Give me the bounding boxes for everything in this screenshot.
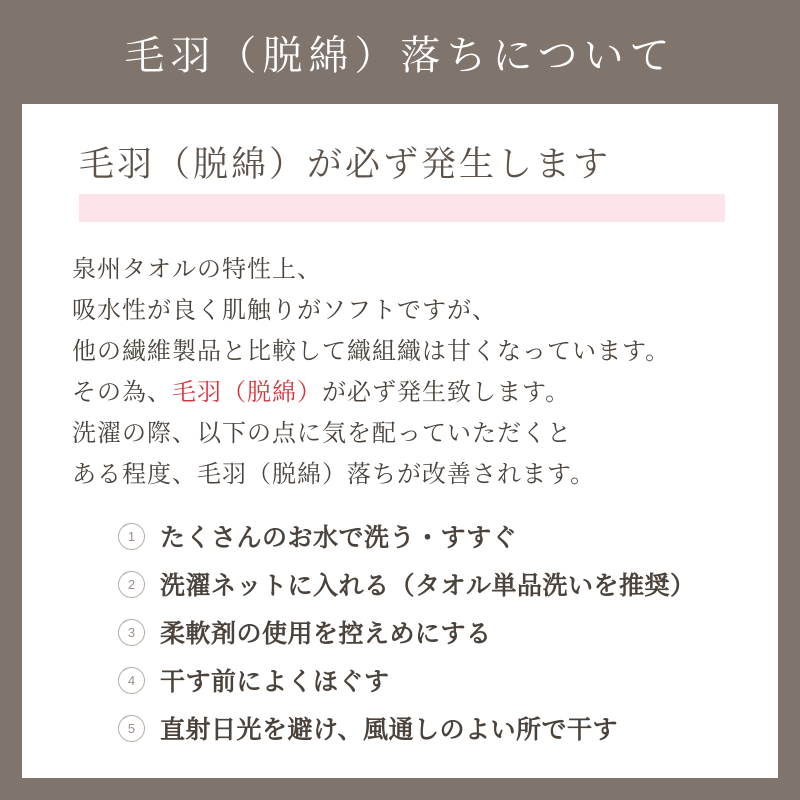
body-line-4-pre: その為、 bbox=[72, 379, 172, 406]
body-line-2: 吸水性が良く肌触りがソフトですが、 bbox=[72, 297, 497, 324]
content-card bbox=[22, 104, 778, 778]
body-line-4-highlight: 毛羽（脱綿） bbox=[172, 379, 322, 406]
body-line-4 bbox=[72, 372, 752, 413]
list-item-number: 2 bbox=[118, 571, 145, 598]
list-item bbox=[118, 662, 768, 698]
list-item-label: 柔軟剤の使用を控えめにする bbox=[160, 620, 492, 648]
subtitle-highlight-band bbox=[79, 194, 725, 222]
list-item-label: 干す前によくほぐす bbox=[160, 668, 390, 696]
body-paragraph bbox=[72, 249, 752, 495]
header-bar bbox=[0, 0, 800, 104]
subtitle-block bbox=[79, 146, 729, 185]
list-item-label: たくさんのお水で洗う・すすぐ bbox=[160, 524, 518, 552]
list-item bbox=[118, 566, 768, 602]
body-line-6: ある程度、毛羽（脱綿）落ちが改善されます。 bbox=[72, 461, 596, 488]
list-item-number: 4 bbox=[118, 667, 145, 694]
tips-list bbox=[118, 518, 768, 758]
list-item-number: 3 bbox=[118, 619, 145, 646]
list-item bbox=[118, 710, 768, 746]
list-item-number: 1 bbox=[118, 523, 145, 550]
body-line-5: 洗濯の際、以下の点に気を配っていただくと bbox=[72, 420, 572, 447]
list-item bbox=[118, 614, 768, 650]
page-title: 毛羽（脱綿）落ちについて bbox=[124, 33, 676, 78]
list-item-number: 5 bbox=[118, 715, 145, 742]
list-item bbox=[118, 518, 768, 554]
body-line-3: 他の繊維製品と比較して織組織は甘くなっています。 bbox=[72, 338, 671, 365]
list-item-label: 洗濯ネットに入れる（タオル単品洗いを推奨） bbox=[160, 572, 696, 600]
list-item-label: 直射日光を避け、風通しのよい所で干す bbox=[160, 716, 619, 744]
body-line-4-post: が必ず発生致します。 bbox=[322, 379, 571, 406]
subtitle: 毛羽（脱綿）が必ず発生します bbox=[79, 145, 612, 184]
body-line-1: 泉州タオルの特性上、 bbox=[72, 256, 322, 283]
